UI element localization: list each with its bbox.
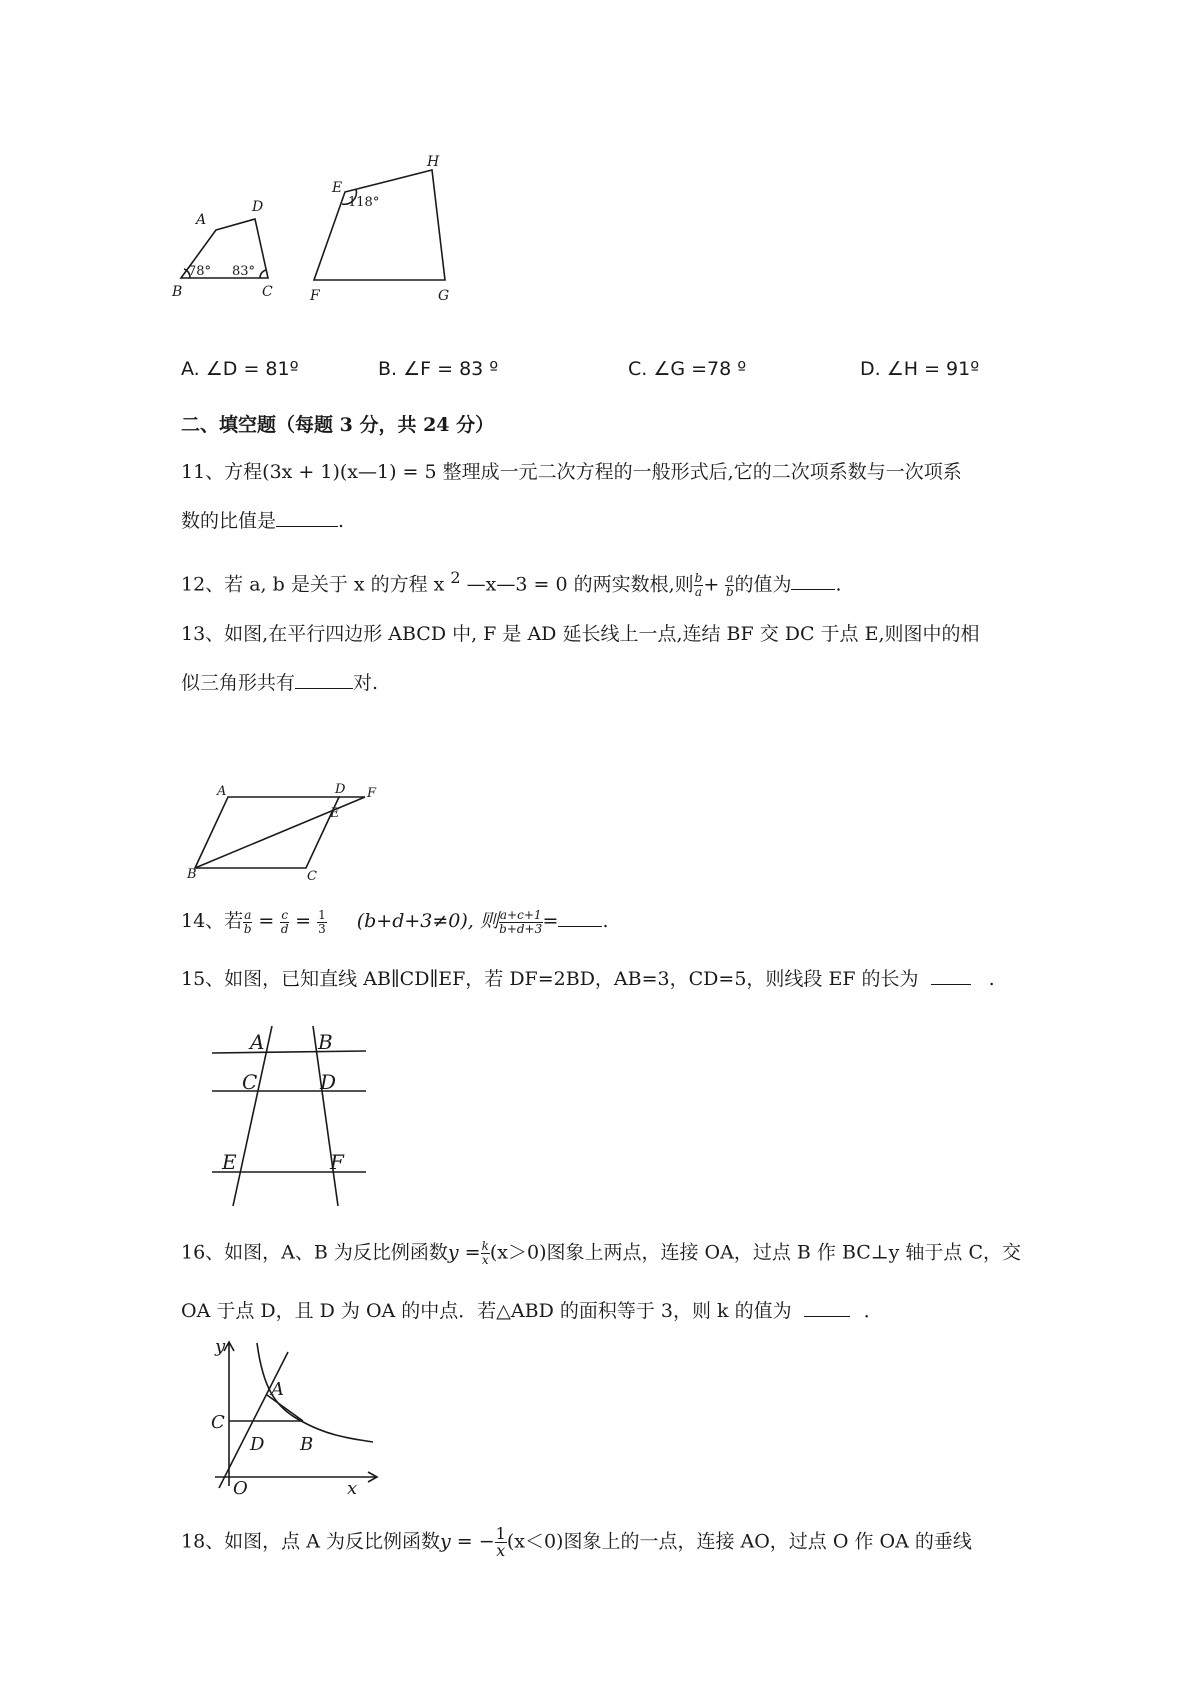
q18-func-y: y = − [439, 1530, 495, 1553]
q15-label-a: A [250, 1030, 265, 1054]
q12-text-middle: —x—3 = 0 的两实数根,则 [460, 573, 694, 596]
q11-line2-end: . [338, 510, 345, 532]
q18-frac-den: x [496, 1541, 506, 1560]
q15-label-b: B [318, 1030, 333, 1054]
q13-label-e: E [330, 806, 340, 821]
line-ab [212, 1051, 366, 1053]
q14-eq2: = [289, 910, 318, 932]
q18-fraction-1-over-x [495, 1526, 507, 1559]
q14-f3-num: 1 [318, 907, 326, 922]
q15-text: 15、如图，已知直线 AB∥CD∥EF，若 DF=2BD，AB=3，CD=5，则线段 EF 的长为 [181, 968, 919, 990]
q16-end: ． [863, 1300, 883, 1322]
angle-e-label: 118° [348, 195, 380, 210]
q16-line1-after: (x＞0)图象上两点，连接 OA，过点 B 作 BC⊥y 轴于点 C，交 [489, 1241, 1022, 1264]
q13-label-c: C [307, 869, 317, 880]
q10-option-b: B. ∠F = 83 º [378, 358, 499, 380]
q12-frac2-den: b [726, 584, 734, 599]
q13-line2-text: 似三角形共有 [181, 672, 296, 694]
q16-func-y: y = [447, 1241, 481, 1264]
q18-frac-num: 1 [495, 1524, 506, 1543]
q14-f2-num: c [281, 907, 289, 922]
q14-fraction-one-third [317, 909, 327, 936]
q12-end: . [835, 573, 842, 596]
q16-line1 [181, 1240, 1021, 1267]
q16-label-b: B [300, 1434, 314, 1455]
q16-frac-den: x [481, 1253, 489, 1267]
q16-fraction-k-over-x [481, 1240, 490, 1267]
q14-line [181, 908, 608, 936]
q15-label-c: C [242, 1070, 258, 1094]
q14-fraction-a-over-b [243, 909, 252, 936]
q16-line2 [181, 1298, 883, 1323]
label-c: C [262, 284, 273, 300]
q12-frac1-den: a [694, 584, 703, 599]
q12-plus: + [703, 573, 726, 596]
q16-label-d: D [250, 1434, 265, 1455]
q15-label-f: F [330, 1150, 344, 1174]
q12-exponent: 2 [450, 568, 461, 587]
q14-fraction-c-over-d [280, 909, 289, 936]
q13-line2-end: 对. [353, 672, 379, 694]
q16-label-x: x [347, 1478, 358, 1498]
q13-label-d: D [335, 782, 346, 797]
q15-label-d: D [320, 1070, 337, 1094]
label-d: D [252, 199, 264, 215]
q12-text-after: 的值为 [734, 573, 792, 596]
q12-line [181, 566, 842, 599]
q15-end: . [988, 968, 995, 990]
q14-text-before: 14、若 [181, 910, 244, 932]
q18-text-after: (x＜0)图象上的一点，连接 AO，过点 O 作 OA 的垂线 [506, 1530, 972, 1553]
q14-f1-den: b [243, 921, 252, 936]
q16-line1-before: 16、如图，A、B 为反比例函数 [181, 1241, 448, 1264]
q13-line2 [181, 670, 378, 695]
q15-label-e: E [222, 1150, 237, 1174]
q16-label-c: C [211, 1412, 225, 1433]
q14-answer-blank [558, 908, 602, 927]
label-h: H [427, 154, 440, 170]
label-f: F [310, 288, 320, 304]
q13-label-a: A [217, 784, 227, 799]
q16-line2-text: OA 于点 D，且 D 为 OA 的中点．若△ABD 的面积等于 3，则 k 的值为 [181, 1300, 792, 1322]
q16-label-o: O [233, 1478, 248, 1498]
q16-frac-num: k [481, 1239, 489, 1253]
q15-line [181, 966, 995, 991]
q13-answer-blank [295, 670, 353, 689]
q14-f3-den: 3 [318, 921, 326, 936]
q10-option-d: D. ∠H = 91º [860, 358, 980, 380]
label-e: E [332, 180, 343, 196]
q10-figure [170, 150, 510, 330]
label-b: B [172, 284, 183, 300]
q14-f2-den: d [280, 921, 289, 936]
section-heading: 二、填空题（每题 3 分，共 24 分） [181, 414, 495, 436]
q16-answer-blank [804, 1298, 850, 1317]
q15-figure [200, 1010, 380, 1210]
parallelogram-abcd [195, 797, 339, 868]
q12-answer-blank [791, 571, 835, 590]
q11-line2 [181, 508, 344, 533]
q14-eq3: = [542, 910, 559, 932]
q14-f4-den: b+d+3 [499, 921, 543, 936]
q15-answer-blank [931, 966, 971, 985]
q13-label-b: B [187, 867, 197, 880]
label-g: G [438, 288, 450, 304]
q13-line1: 13、如图,在平行四边形 ABCD 中, F 是 AD 延长线上一点,连结 BF 交 DC 于点 E,则图中的相 [181, 623, 980, 645]
q16-label-y: y [215, 1338, 226, 1357]
q14-f1-num: a [244, 907, 252, 922]
q14-end: . [602, 910, 609, 932]
q11-line1: 11、方程(3x + 1)(x—1) = 5 整理成一元二次方程的一般形式后,它的二次项系数与一次项系 [181, 461, 962, 483]
q16-figure [205, 1338, 385, 1498]
q12-fraction-b-over-a [694, 572, 704, 599]
q10-option-a: A. ∠D = 81º [181, 358, 299, 380]
q10-option-c: C. ∠G =78 º [628, 358, 747, 380]
segment-bf [195, 797, 365, 868]
q12-frac1-num: b [694, 570, 703, 585]
q11-line2-text: 数的比值是 [181, 510, 277, 532]
q14-condition: (b+d+3≠0), 则 [356, 910, 499, 932]
q14-eq1: = [252, 910, 281, 932]
angle-c-label: 83° [232, 264, 256, 279]
q18-line [181, 1526, 972, 1559]
q13-label-f: F [367, 786, 377, 801]
q12-text-before: 12、若 a, b 是关于 x 的方程 x [181, 573, 445, 596]
q16-label-a: A [271, 1379, 284, 1400]
angle-b-label: 78° [188, 264, 212, 279]
angle-c-arc [260, 270, 266, 278]
q12-frac2-num: a [726, 570, 734, 585]
q18-text-before: 18、如图，点 A 为反比例函数 [181, 1530, 440, 1553]
label-a: A [196, 212, 207, 228]
q14-fraction-sum [499, 909, 543, 936]
q13-figure [185, 780, 385, 880]
q11-answer-blank [276, 508, 338, 527]
q14-f4-num: a+c+1 [499, 907, 542, 922]
